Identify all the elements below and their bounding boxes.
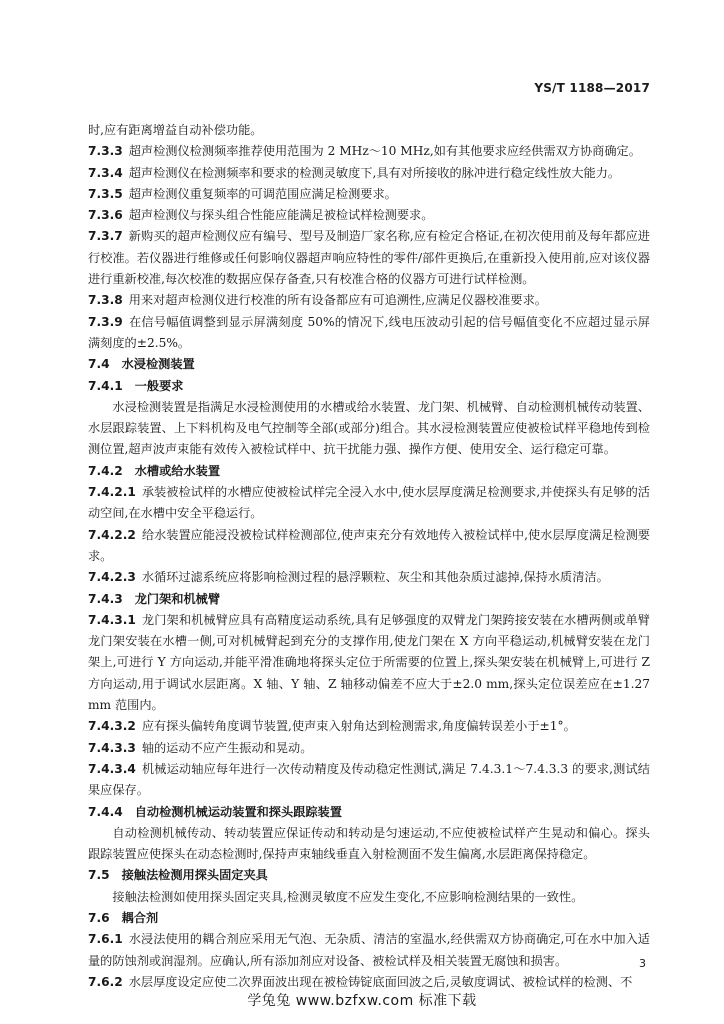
section-heading (88, 589, 650, 610)
section-heading (88, 908, 650, 929)
page-number: 3 (639, 957, 646, 970)
clause-text: 在信号幅值调整到显示屏满刻度 50%的情况下,线电压波动引起的信号幅值变化不应超过显示屏满刻度的±2.5%。 (88, 314, 650, 350)
clause-number: 7.3.4 (88, 165, 123, 180)
body-paragraph: 自动检测机械传动、转动装置应保证传动和转动是匀速运动,不应使被检试样产生晃动和偏心。探头跟踪装置应使探头在动态检测时,保持声束轴线垂直入射检测面不发生偏离,水层距离保持稳定。 (88, 825, 650, 862)
clause-number: 7.3.5 (88, 186, 123, 201)
clause-number: 7.6.1 (88, 932, 123, 947)
section-heading (88, 865, 650, 886)
clause-paragraph (88, 482, 650, 525)
clause-text: 新购买的超声检测仪应有编号、型号及制造厂家名称,应有检定合格证,在初次使用前及每年都应进行校准。若仪器进行维修或任何影响仪器超声响应特性的零件/部件更换后,在重新投入使用前,应对该仪器进行重新校准,每次校准的数据应保存备查,只有校准合格的仪器方可进行试样检测。 (88, 229, 650, 287)
section-number: 7.5 (88, 868, 110, 883)
clause-paragraph (88, 759, 650, 802)
section-number: 7.4 (88, 357, 110, 372)
clause-text: 水循环过滤系统应将影响检测过程的悬浮颗粒、灰尘和其他杂质过滤掉,保持水质清洁。 (141, 570, 609, 585)
clause-text: 龙门架和机械臂应具有高精度运动系统,具有足够强度的双臂龙门架跨接安装在水槽两侧或单臂龙门架安装在水槽一侧,可对机械臂起到充分的支撑作用,使龙门架在 X 方向平稳运动,机械臂安装在龙门架上,可进行 Y 方向运动,并能平滑准确地将探头定位于所需要的位置上,探头架安装在机械臂上,可进行 Z 方向运动,用于调试水层距离。X 轴、Y 轴、Z 轴移动偏差不应大于±2.0 mm,探头定位误差应在±1.27 mm 范围内。 (88, 612, 650, 713)
section-number: 7.6 (88, 910, 110, 925)
clause-text: 超声检测仪与探头组合性能应能满足被检试样检测要求。 (128, 208, 434, 223)
clause-number: 7.4.2.1 (88, 485, 136, 500)
clause-number: 7.3.8 (88, 293, 123, 308)
clause-paragraph (88, 525, 650, 568)
section-heading (88, 376, 650, 397)
clause-text: 水层厚度设定应使二次界面波出现在被检铸锭底面回波之后,灵敏度调试、被检试样的检测、不 (128, 974, 633, 989)
clause-number: 7.4.3.2 (88, 719, 136, 734)
clause-number: 7.4.3.4 (88, 761, 136, 776)
clause-number: 7.4.3.3 (88, 740, 136, 755)
clause-number: 7.6.2 (88, 974, 123, 989)
clause-number: 7.3.9 (88, 314, 123, 329)
clause-paragraph (88, 205, 650, 226)
clause-number: 7.4.3.1 (88, 612, 136, 627)
footer-watermark: 学兔兔 www.bzfxw.com 标准下载 (247, 993, 477, 1009)
clause-number: 7.4.2.3 (88, 570, 136, 585)
body-paragraph: 接触法检测如使用探头固定夹具,检测灵敏度不应发生变化,不应影响检测结果的一致性。 (112, 889, 584, 904)
section-number: 7.4.3 (88, 591, 123, 606)
clause-paragraph (88, 312, 650, 355)
clause-text: 超声检测仪在检测频率和要求的检测灵敏度下,具有对所接收的脉冲进行稳定线性放大能力。 (128, 165, 621, 180)
clause-paragraph (88, 184, 650, 205)
clause-text: 应有探头偏转角度调节装置,使声束入射角达到检测需求,角度偏转误差小于±1°。 (141, 719, 576, 734)
section-title: 水槽或给水装置 (134, 463, 221, 478)
section-title: 一般要求 (134, 378, 184, 393)
clause-number: 7.3.3 (88, 144, 123, 159)
clause-text: 机械运动轴应每年进行一次传动精度及传动稳定性测试,满足 7.4.3.1～7.4.3.3 的要求,测试结果应保存。 (88, 761, 650, 798)
clause-paragraph (88, 610, 650, 716)
section-heading (88, 461, 650, 482)
body-paragraph: 水浸检测装置是指满足水浸检测使用的水槽或给水装置、龙门架、机械臂、自动检测机械传动装置、水层跟踪装置、上下料机构及电气控制等全部(或部分)组合。其水浸检测装置应使被检试样平稳地传到检测位置,超声波声束能有效传入被检试样中、抗干扰能力强、操作方便、使用安全、运行稳定可靠。 (88, 399, 650, 457)
clause-paragraph (88, 141, 650, 162)
standard-number: YS/T 1188—2017 (534, 81, 650, 95)
document-body (88, 120, 650, 993)
clause-text: 超声检测仪重复频率的可调范围应满足检测要求。 (128, 186, 397, 201)
section-heading (88, 802, 650, 823)
clause-paragraph (88, 226, 650, 290)
clause-text: 承装被检试样的水槽应使被检试样完全浸入水中,使水层厚度满足检测要求,并使探头有足够的活动空间,在水槽中安全平稳运行。 (88, 485, 650, 521)
section-heading (88, 354, 650, 375)
clause-text: 水浸法使用的耦合剂应采用无气泡、无杂质、清洁的室温水,经供需双方协商确定,可在水中加入适量的防蚀剂或润湿剂。应确认,所有添加剂应对设备、被检试样及相关装置无腐蚀和损害。 (88, 932, 650, 968)
section-number: 7.4.1 (88, 378, 123, 393)
clause-number: 7.3.7 (88, 229, 123, 244)
section-title: 水浸检测装置 (121, 357, 195, 372)
clause-paragraph (88, 290, 650, 311)
clause-text: 超声检测仪检测频率推荐使用范围为 2 MHz～10 MHz,如有其他要求应经供需双方协商确定。 (128, 144, 641, 159)
clause-paragraph (88, 716, 650, 737)
clause-paragraph (88, 567, 650, 588)
continued-text: 时,应有距离增益自动补偿功能。 (88, 123, 263, 137)
clause-paragraph (88, 163, 650, 184)
clause-number: 7.4.2.2 (88, 527, 136, 542)
section-title: 龙门架和机械臂 (134, 591, 221, 606)
clause-number: 7.3.6 (88, 208, 123, 223)
section-title: 自动检测机械运动装置和探头跟踪装置 (134, 804, 342, 819)
clause-paragraph (88, 738, 650, 759)
section-number: 7.4.4 (88, 804, 123, 819)
clause-paragraph (88, 929, 650, 972)
section-title: 接触法检测用探头固定夹具 (121, 868, 268, 883)
clause-text: 轴的运动不应产生振动和晃动。 (141, 740, 313, 755)
section-title: 耦合剂 (121, 910, 159, 925)
section-number: 7.4.2 (88, 463, 123, 478)
clause-text: 用来对超声检测仪进行校准的所有设备都应有可追溯性,应满足仪器校准要求。 (128, 293, 547, 308)
clause-text: 给水装置应能浸没被检试样检测部位,使声束充分有效地传入被检试样中,使水层厚度满足检测要求。 (88, 527, 650, 563)
